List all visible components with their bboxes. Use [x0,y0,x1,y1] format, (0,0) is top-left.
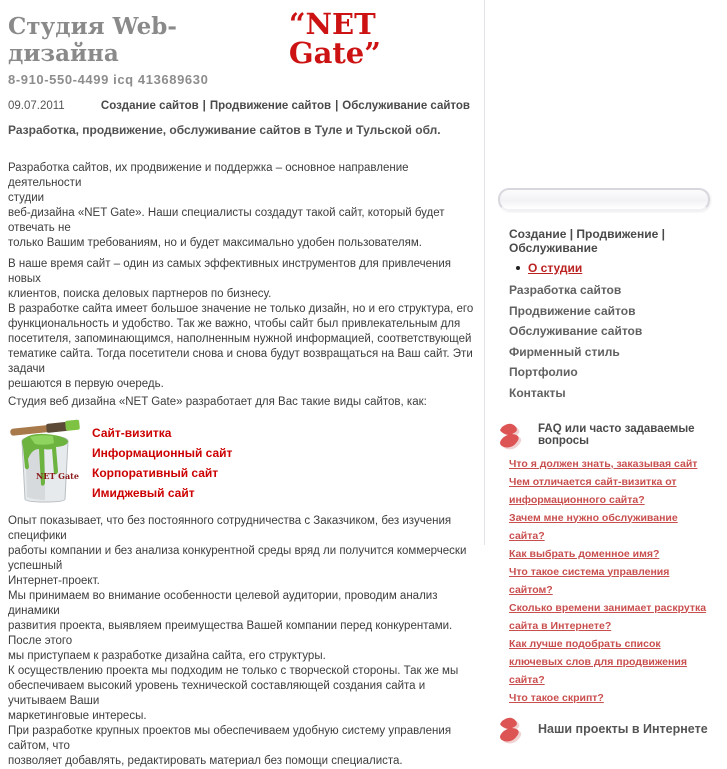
sidebar-nav-link[interactable]: Контакты [509,385,566,400]
sidebar-item-about[interactable] [516,261,713,275]
site-type-link[interactable]: Корпоративный сайт [92,466,219,480]
services-intro-line: Студия веб дизайна «NET Gate» разработает для Вас такие виды сайтов, как: [8,396,427,408]
sidebar-rounded-panel [498,188,710,211]
sidebar-nav-link[interactable]: Разработка сайтов [509,283,622,297]
faq-link-item [509,634,711,688]
top-nav [101,100,470,112]
services-block [8,423,474,505]
sidebar-nav-item [509,281,713,299]
red-ribbon-arrow-icon [496,715,523,743]
site-type-item [92,444,232,462]
faq-link-item [509,598,711,634]
site-type-link[interactable]: Имиджевый сайт [92,486,195,500]
faq-link[interactable]: Что я должен знать, заказывая сайт [509,457,698,470]
projects-section-header [496,715,713,743]
meta-row [8,100,474,112]
paragraph-approach: Опыт показывает, что без постоянного сотрудничества с Заказчиком, без изучения специфики работы компании и без анализа конкурентной среды вряд ли получится коммерчески успешный Интернет-проект. Мы принимаем во внимание особенности целевой аудитории, проводим анализ динамики развития проекта, выявляем преимущества Вашей компании перед конкурентами. После этого мы приступаем к разработке дизайна сайта, его структуры. К осуществлению проекта мы подходим не только с творческой стороны. Так же мы обеспечиваем высокий уровень технической составляющей создания сайта и учитываем Ваши маркетинговые интересы. При разработке крупных проектов мы обеспечиваем удобную систему управления сайтом, что позволяет добавлять, редактировать материал без помощи специалиста. [8,515,467,767]
top-nav-link-creation[interactable]: Создание сайтов [100,100,199,112]
sidebar-nav-item [509,363,713,381]
logo-prefix-text: Студия Web-дизайна [8,13,177,67]
sidebar-nav-list [509,281,713,402]
site-type-link[interactable]: Сайт-визитка [92,426,172,440]
faq-link-item [509,562,711,598]
logo[interactable] [8,7,474,70]
site-type-item [92,484,232,502]
top-nav-link-promotion[interactable]: Продвижение сайтов [209,100,332,112]
sidebar-nav-link[interactable]: Обслуживание сайтов [509,324,643,338]
faq-link-item [509,688,711,706]
faq-section-header [496,421,713,449]
about-studio-link[interactable]: О студии [528,261,583,275]
sidebar-nav-header[interactable]: Создание | Продвижение | Обслуживание [509,227,665,255]
paint-can-image [8,423,82,505]
faq-link[interactable]: Как лучше подобрать список ключевых слов для продвижения сайта? [509,637,687,686]
faq-link[interactable]: Сколько времени занимает раскрутка сайта в Интернете? [509,601,707,632]
red-ribbon-arrow-icon [496,421,523,449]
sidebar-nav-item [509,343,713,361]
faq-link-item [509,508,711,544]
sidebar-nav-item [509,384,713,402]
paint-can-icon [8,423,82,505]
faq-link-item [509,544,711,562]
faq-link[interactable]: Зачем мне нужно обслуживание сайта? [509,511,678,542]
bullet-icon [516,266,520,270]
faq-link[interactable]: Чем отличается сайт-визитка от информационного сайта? [509,475,677,506]
paragraph-importance: В наше время сайт – один из самых эффективных инструментов для привлечения новых клиентов, поиска деловых партнеров по бизнесу. В разработке сайта имеет большое значение не только дизайн, но и его структура, его функциональность и удобство. Так же важно, чтобы сайт был привлекательным для посетителя, запоминающимся, наполненным нужной информацией, соответствующей тематике сайта. Тогда посетители снова и снова будут возвращаться на Ваш сайт. Эти задачи решаются в первую очередь. [8,258,474,390]
sidebar-nav-link[interactable]: Портфолио [509,365,578,379]
sidebar [485,0,727,736]
phone-line: 8-910-550-4499 icq 413689630 [8,72,209,87]
site-type-item [92,424,232,442]
faq-link-item [509,454,711,472]
site-type-link[interactable]: Информационный сайт [92,446,233,460]
site-types-list [92,423,232,505]
faq-link[interactable]: Что такое система управления сайтом? [509,565,670,596]
faq-link[interactable]: Что такое скрипт? [509,691,604,704]
page-title: Разработка, продвижение, обслуживание сайтов в Туле и Тульской обл. [8,123,441,137]
paragraph-intro: Разработка сайтов, их продвижение и поддержка – основное направление деятельности студии веб-дизайна «NET Gate». Наши специалисты создадут такой сайт, который будет отвечать не только Вашим требованиям, но и будет максимально удобен пользователям. [8,162,445,249]
site-type-item [92,464,232,482]
paint-brush-icon [10,420,80,436]
top-nav-link-maintenance[interactable]: Обслуживание сайтов [342,100,470,112]
sidebar-nav-item [509,302,713,320]
faq-links-list [509,454,711,706]
sidebar-nav-item [509,322,713,340]
faq-link[interactable]: Как выбрать доменное имя? [509,547,660,560]
faq-link-item [509,472,711,508]
nav-separator: | [202,100,206,112]
nav-separator: | [335,100,339,112]
date-text: 09.07.2011 [8,100,65,112]
can-label-text: NET Gate [36,471,79,481]
faq-title: FAQ или часто задаваемые вопросы [538,422,695,447]
sidebar-nav-link[interactable]: Фирменный стиль [509,344,620,359]
logo-brand-text: “NET Gate” [288,7,381,70]
sidebar-nav-link[interactable]: Продвижение сайтов [509,303,636,318]
projects-title: Наши проекты в Интернете [538,721,708,736]
